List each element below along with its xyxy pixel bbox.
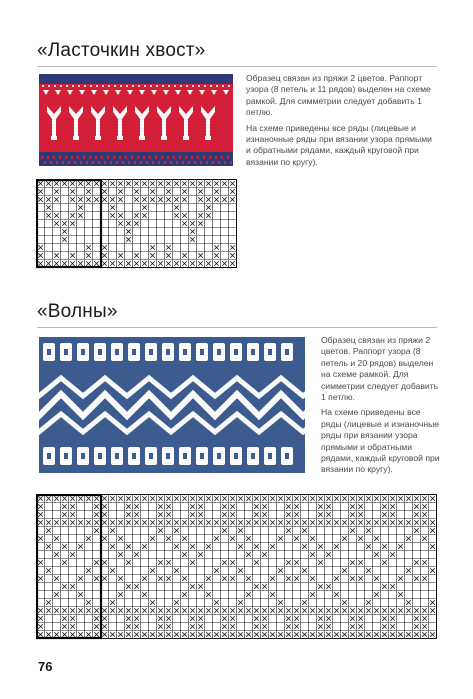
section-divider — [37, 66, 437, 67]
description-paragraph: На схеме приведены все ряды (лицевые и изнаночные ряды при вязании узора прямыми и обратными рядами, каждый круговой при вязании по кругу). — [321, 407, 440, 475]
knit-swatch-photo-swallowtail — [39, 74, 233, 166]
section-divider — [37, 327, 437, 328]
description-paragraph: На схеме приведены все ряды (лицевые и изнаночные ряды при вязании узора прямыми и обратными рядами, каждый круговой при вязании по кругу). — [246, 122, 432, 167]
section-description-swallowtail — [246, 73, 438, 172]
section-title-waves: «Волны» — [37, 301, 118, 322]
knitting-chart-swallowtail — [36, 179, 237, 270]
swatch-blocks-bottom — [43, 447, 293, 465]
description-paragraph: Образец связан из пряжи 2 цветов. Раппорт узора (8 петель и 11 рядов) выделен на схеме рамкой. Для симметрии следует добавить 1 петлю. — [246, 73, 431, 118]
page-number: 76 — [38, 659, 53, 674]
knitting-chart-waves — [36, 494, 442, 644]
section-description-waves — [321, 335, 441, 480]
description-paragraph: Образец связан из пряжи 2 цветов. Раппорт узора (8 петель и 20 рядов) выделен на схеме рамкой. Для симметрии следует добавить 1 петлю. — [321, 335, 439, 403]
knit-swatch-photo-waves — [39, 337, 305, 473]
section-title-swallowtail: «Ласточкин хвост» — [37, 40, 206, 61]
